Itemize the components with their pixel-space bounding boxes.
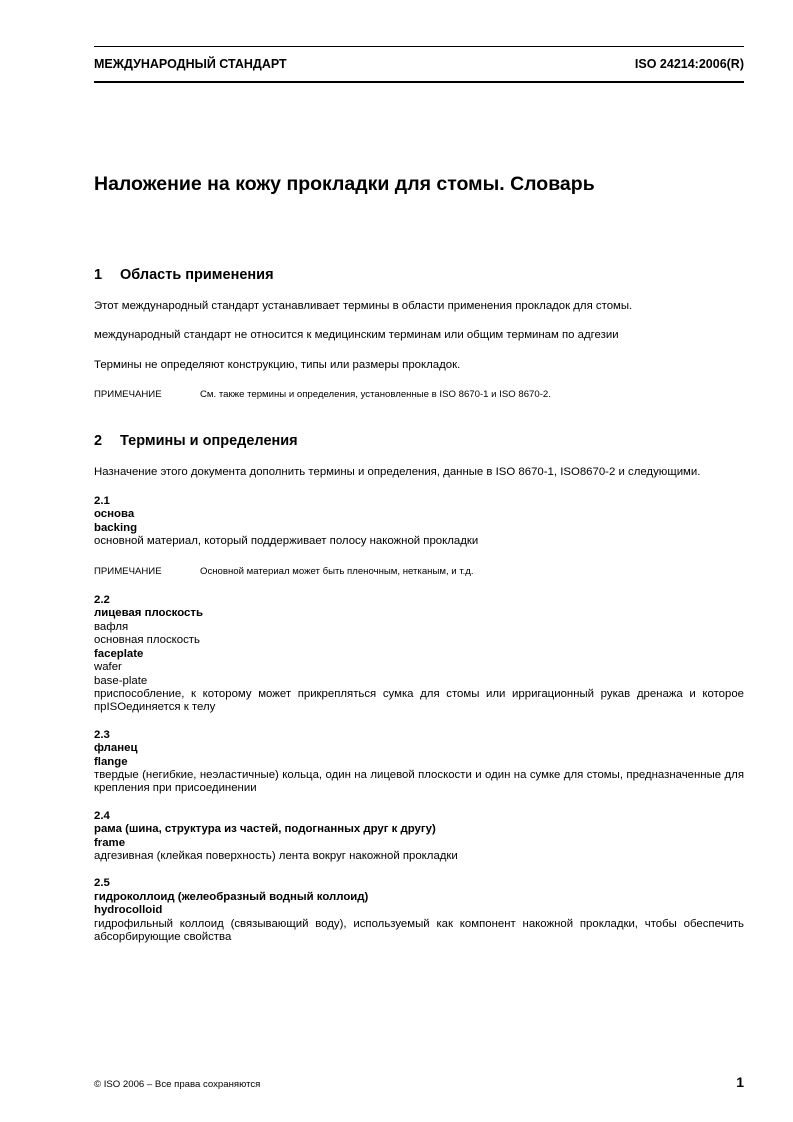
term-note bbox=[94, 565, 744, 578]
section-1-number: 1 bbox=[94, 267, 103, 283]
term-english: frame bbox=[94, 836, 126, 849]
section-2-title: Термины и определения bbox=[120, 432, 298, 449]
term-russian-synonym: вафля bbox=[94, 620, 129, 633]
header-top-rule bbox=[94, 46, 744, 47]
term-definition: основной материал, который поддерживает полосу накожной прокладки bbox=[94, 535, 479, 548]
scope-paragraph-3: Термины не определяют конструкцию, типы или размеры прокладок. bbox=[94, 358, 461, 371]
page-number: 1 bbox=[736, 1074, 744, 1090]
note-text: См. также термины и определения, установленные в ISO 8670-1 и ISO 8670-2. bbox=[200, 389, 551, 401]
term-number: 2.5 bbox=[94, 877, 110, 890]
note-text: Основной материал может быть пленочным, нетканым, и т.д. bbox=[200, 565, 474, 577]
term-entry bbox=[94, 729, 744, 796]
page-footer bbox=[94, 1074, 744, 1090]
section-2-heading bbox=[94, 432, 744, 450]
note-label: ПРИМЕЧАНИЕ bbox=[94, 565, 162, 577]
term-english: hydrocolloid bbox=[94, 904, 163, 917]
term-number: 2.2 bbox=[94, 594, 110, 607]
terms-intro: Назначение этого документа дополнить термины и определения, данные в ISO 8670-1, ISO8670-2 и следующими. bbox=[94, 465, 701, 478]
term-russian: фланец bbox=[94, 742, 138, 755]
term-english: backing bbox=[94, 521, 138, 534]
term-russian: гидроколлоид (желеобразный водный коллоид) bbox=[94, 890, 369, 903]
term-number: 2.4 bbox=[94, 809, 110, 822]
section-1-title: Область применения bbox=[120, 267, 274, 283]
term-english-synonym: base-plate bbox=[94, 674, 148, 687]
document-body bbox=[94, 266, 744, 958]
term-definition: твердые (негибкие, неэластичные) кольца, один на лицевой плоскости и один на сумке для стомы, предназначенные для крепления при присоединении bbox=[94, 768, 744, 795]
running-header bbox=[94, 57, 744, 73]
copyright-notice: © ISO 2006 – Все права сохраняются bbox=[94, 1079, 261, 1090]
term-entry bbox=[94, 810, 744, 864]
term-definition: адгезивная (клейкая поверхность) лента вокруг накожной прокладки bbox=[94, 849, 458, 862]
header-standard-type: МЕЖДУНАРОДНЫЙ СТАНДАРТ bbox=[94, 57, 287, 71]
term-russian: основа bbox=[94, 508, 135, 521]
scope-paragraph-1: Этот международный стандарт устанавливает термины в области применения прокладок для стомы. bbox=[94, 300, 633, 312]
section-2-number: 2 bbox=[94, 432, 103, 449]
term-definition: гидрофильный коллоид (связывающий воду), используемый как компонент накожной прокладки, чтобы обеспечить абсорбирующие свойства bbox=[94, 917, 744, 943]
term-entry bbox=[94, 495, 744, 549]
term-english-synonym: wafer bbox=[94, 661, 122, 674]
note-label: ПРИМЕЧАНИЕ bbox=[94, 389, 162, 401]
term-russian: рама (шина, структура из частей, подогнанных друг к другу) bbox=[94, 823, 436, 836]
term-english: faceplate bbox=[94, 647, 144, 660]
document-title: Наложение на кожу прокладки для стомы. Словарь bbox=[94, 173, 595, 195]
term-russian-synonym: основная плоскость bbox=[94, 634, 200, 647]
term-entry bbox=[94, 877, 744, 944]
scope-note bbox=[94, 388, 744, 401]
header-standard-number: ISO 24214:2006(R) bbox=[634, 57, 744, 71]
term-english: flange bbox=[94, 755, 128, 768]
term-number: 2.3 bbox=[94, 728, 110, 741]
term-number: 2.1 bbox=[94, 495, 110, 508]
term-definition: приспособление, к которому может прикрепляться сумка для стомы или ирригационный рукав дренажа и которое прISOединяется к телу bbox=[94, 687, 744, 714]
section-1-heading bbox=[94, 266, 744, 284]
scope-paragraph-2: международный стандарт не относится к медицинским терминам или общим терминам по адгезии bbox=[94, 329, 619, 342]
term-entry bbox=[94, 594, 744, 715]
header-bottom-rule bbox=[94, 81, 744, 83]
term-russian: лицевая плоскость bbox=[94, 607, 203, 620]
